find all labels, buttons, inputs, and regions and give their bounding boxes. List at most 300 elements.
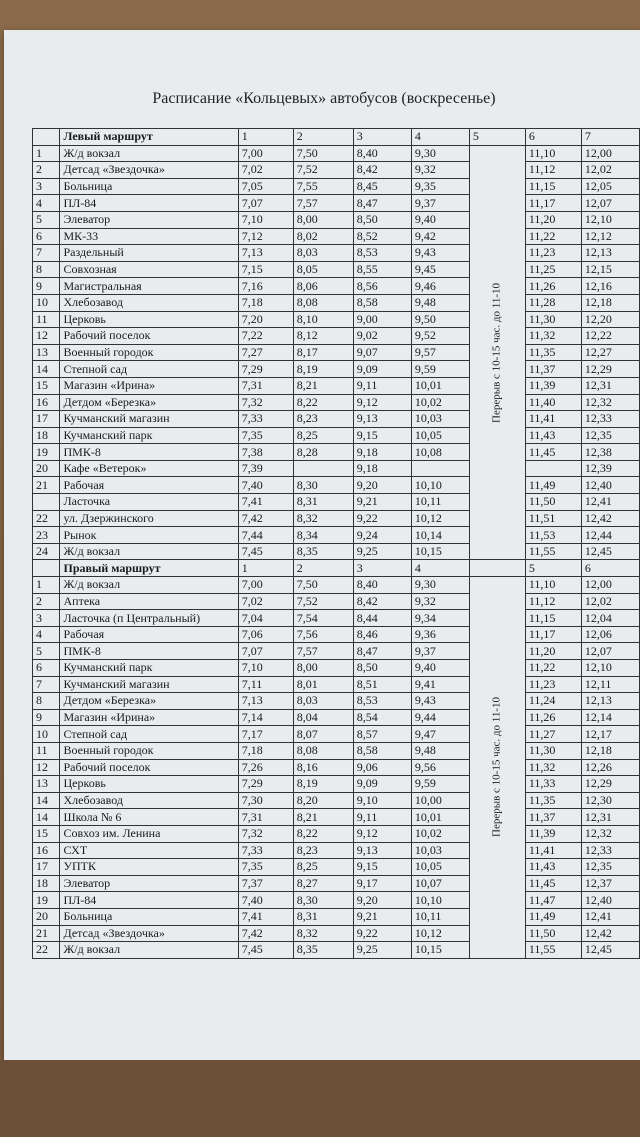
time-cell: 11,17	[525, 626, 581, 643]
time-cell: 8,50	[353, 211, 411, 228]
stop-number: 22	[33, 510, 60, 527]
stop-name: Военный городок	[60, 742, 238, 759]
time-cell: 11,17	[525, 195, 581, 212]
stop-name: СХТ	[60, 842, 238, 859]
stop-name: Ласточка (п Центральный)	[60, 610, 238, 627]
time-cell: 11,12	[525, 162, 581, 179]
table-row	[33, 328, 640, 345]
table-row	[33, 693, 640, 710]
time-cell: 11,32	[525, 328, 581, 345]
stop-number: 12	[33, 759, 60, 776]
time-cell: 8,19	[293, 776, 353, 793]
table-row	[33, 726, 640, 743]
stop-name: Ж/д вокзал	[60, 942, 238, 959]
time-cell: 9,07	[353, 344, 411, 361]
table-row	[33, 411, 640, 428]
break-cell	[469, 145, 525, 560]
time-cell: 9,36	[411, 626, 469, 643]
time-cell: 7,10	[238, 660, 293, 677]
time-cell: 11,49	[525, 477, 581, 494]
stop-name: Степной сад	[60, 726, 238, 743]
break-note: Перерыв с 10-15 час. до 11-10	[490, 282, 503, 423]
table-row	[33, 527, 640, 544]
stop-name: Совхоз им. Ленина	[60, 825, 238, 842]
time-cell: 12,45	[581, 942, 639, 959]
stop-name: Ж/д вокзал	[60, 145, 238, 162]
time-cell: 7,41	[238, 494, 293, 511]
time-cell: 7,11	[238, 676, 293, 693]
time-cell: 8,03	[293, 693, 353, 710]
time-cell: 7,33	[238, 842, 293, 859]
time-cell: 8,52	[353, 228, 411, 245]
time-cell: 12,39	[581, 460, 639, 477]
stop-number: 3	[33, 178, 60, 195]
time-cell: 8,42	[353, 162, 411, 179]
stop-number: 18	[33, 427, 60, 444]
break-note: Перерыв с 10-15 час. до 11-10	[490, 697, 503, 838]
time-cell: 8,40	[353, 577, 411, 594]
time-cell: 12,41	[581, 908, 639, 925]
schedule-sheet	[4, 30, 640, 1060]
time-cell: 11,50	[525, 494, 581, 511]
time-cell: 10,12	[411, 510, 469, 527]
time-cell: 12,12	[581, 228, 639, 245]
time-cell: 12,13	[581, 693, 639, 710]
time-cell: 9,20	[353, 477, 411, 494]
table-row	[33, 477, 640, 494]
stop-number: 14	[33, 809, 60, 826]
time-cell: 8,47	[353, 643, 411, 660]
time-cell: 8,16	[293, 759, 353, 776]
time-cell: 8,03	[293, 245, 353, 262]
time-cell: 12,33	[581, 411, 639, 428]
time-cell: 9,59	[411, 361, 469, 378]
time-cell: 11,26	[525, 709, 581, 726]
time-cell: 11,55	[525, 543, 581, 560]
time-cell: 12,37	[581, 875, 639, 892]
trip-number: 3	[353, 560, 411, 577]
time-cell: 11,32	[525, 759, 581, 776]
table-row	[33, 942, 640, 959]
time-cell: 11,37	[525, 361, 581, 378]
time-cell: 10,03	[411, 842, 469, 859]
time-cell: 7,31	[238, 809, 293, 826]
time-cell: 11,12	[525, 593, 581, 610]
table-row	[33, 311, 640, 328]
time-cell: 12,40	[581, 892, 639, 909]
time-cell: 8,05	[293, 261, 353, 278]
time-cell: 7,40	[238, 477, 293, 494]
table-row	[33, 626, 640, 643]
time-cell: 9,45	[411, 261, 469, 278]
stop-number: 6	[33, 228, 60, 245]
stop-number: 17	[33, 411, 60, 428]
stop-number: 5	[33, 643, 60, 660]
time-cell: 7,37	[238, 875, 293, 892]
time-cell: 12,05	[581, 178, 639, 195]
time-cell: 9,24	[353, 527, 411, 544]
time-cell: 9,30	[411, 577, 469, 594]
trip-number: 7	[581, 129, 639, 146]
time-cell: 8,25	[293, 859, 353, 876]
table-row	[33, 494, 640, 511]
time-cell: 10,03	[411, 411, 469, 428]
time-cell: 9,52	[411, 328, 469, 345]
time-cell: 8,08	[293, 294, 353, 311]
time-cell: 10,07	[411, 875, 469, 892]
time-cell: 9,18	[353, 444, 411, 461]
time-cell: 11,24	[525, 693, 581, 710]
table-row	[33, 892, 640, 909]
time-cell: 11,35	[525, 792, 581, 809]
header-blank	[33, 129, 60, 146]
stop-number: 4	[33, 626, 60, 643]
time-cell: 8,55	[353, 261, 411, 278]
table-row	[33, 510, 640, 527]
stop-number: 4	[33, 195, 60, 212]
time-cell: 7,17	[238, 726, 293, 743]
time-cell: 11,33	[525, 776, 581, 793]
stop-name: Церковь	[60, 776, 238, 793]
table-row	[33, 394, 640, 411]
stop-number: 15	[33, 377, 60, 394]
stop-number: 20	[33, 460, 60, 477]
stop-number: 1	[33, 577, 60, 594]
time-cell: 10,00	[411, 792, 469, 809]
time-cell: 11,20	[525, 211, 581, 228]
time-cell: 9,13	[353, 411, 411, 428]
time-cell: 11,47	[525, 892, 581, 909]
stop-name: Хлебозавод	[60, 294, 238, 311]
time-cell: 11,10	[525, 145, 581, 162]
time-cell: 7,29	[238, 361, 293, 378]
time-cell: 8,31	[293, 908, 353, 925]
trip-number: 6	[525, 129, 581, 146]
time-cell: 7,00	[238, 145, 293, 162]
time-cell: 7,30	[238, 792, 293, 809]
time-cell: 8,01	[293, 676, 353, 693]
time-cell: 8,32	[293, 925, 353, 942]
stop-name: Детдом «Березка»	[60, 394, 238, 411]
stop-name: ПМК-8	[60, 444, 238, 461]
header-blank	[33, 560, 60, 577]
time-cell: 12,20	[581, 311, 639, 328]
table-row	[33, 776, 640, 793]
stop-name: Церковь	[60, 311, 238, 328]
time-cell: 12,31	[581, 809, 639, 826]
time-cell: 8,51	[353, 676, 411, 693]
time-cell: 12,41	[581, 494, 639, 511]
time-cell: 8,30	[293, 477, 353, 494]
time-cell: 9,12	[353, 394, 411, 411]
stop-number: 11	[33, 742, 60, 759]
time-cell: 11,51	[525, 510, 581, 527]
stop-name: Магазин «Ирина»	[60, 709, 238, 726]
time-cell: 9,25	[353, 942, 411, 959]
time-cell: 8,19	[293, 361, 353, 378]
time-cell: 12,04	[581, 610, 639, 627]
table-row	[33, 261, 640, 278]
time-cell: 8,27	[293, 875, 353, 892]
time-cell: 8,22	[293, 394, 353, 411]
stop-name: ул. Дзержинского	[60, 510, 238, 527]
time-cell: 8,56	[353, 278, 411, 295]
table-row	[33, 460, 640, 477]
time-cell: 8,02	[293, 228, 353, 245]
time-cell: 12,14	[581, 709, 639, 726]
time-cell: 11,22	[525, 660, 581, 677]
time-cell: 9,20	[353, 892, 411, 909]
time-cell: 7,18	[238, 742, 293, 759]
time-cell: 9,09	[353, 776, 411, 793]
time-cell: 12,44	[581, 527, 639, 544]
stop-name: Совхозная	[60, 261, 238, 278]
time-cell: 12,42	[581, 925, 639, 942]
schedule-table	[32, 128, 640, 959]
stop-number: 24	[33, 543, 60, 560]
time-cell: 10,01	[411, 809, 469, 826]
time-cell: 7,45	[238, 543, 293, 560]
time-cell: 7,54	[293, 610, 353, 627]
table-row	[33, 577, 640, 594]
table-row	[33, 660, 640, 677]
time-cell: 7,57	[293, 643, 353, 660]
time-cell: 7,10	[238, 211, 293, 228]
time-cell: 7,42	[238, 510, 293, 527]
time-cell: 9,32	[411, 162, 469, 179]
time-cell: 11,30	[525, 311, 581, 328]
time-cell: 9,11	[353, 809, 411, 826]
time-cell: 11,10	[525, 577, 581, 594]
time-cell: 10,11	[411, 908, 469, 925]
time-cell: 8,21	[293, 377, 353, 394]
time-cell: 12,29	[581, 776, 639, 793]
time-cell: 7,32	[238, 394, 293, 411]
time-cell: 10,05	[411, 427, 469, 444]
table-row	[33, 859, 640, 876]
time-cell: 9,41	[411, 676, 469, 693]
time-cell: 12,29	[581, 361, 639, 378]
time-cell: 11,25	[525, 261, 581, 278]
time-cell: 8,42	[353, 593, 411, 610]
stop-name: Детсад «Звездочка»	[60, 925, 238, 942]
stop-name: Ж/д вокзал	[60, 543, 238, 560]
time-cell: 8,12	[293, 328, 353, 345]
time-cell: 11,37	[525, 809, 581, 826]
time-cell: 8,06	[293, 278, 353, 295]
time-cell: 9,00	[353, 311, 411, 328]
time-cell: 11,39	[525, 825, 581, 842]
time-cell: 12,38	[581, 444, 639, 461]
time-cell: 8,07	[293, 726, 353, 743]
page-title: Расписание «Кольцевых» автобусов (воскресенье)	[152, 90, 496, 107]
time-cell: 12,22	[581, 328, 639, 345]
time-cell: 11,41	[525, 411, 581, 428]
time-cell: 7,27	[238, 344, 293, 361]
trip-number: 2	[293, 560, 353, 577]
time-cell: 8,53	[353, 245, 411, 262]
time-cell: 12,32	[581, 394, 639, 411]
table-row	[33, 278, 640, 295]
time-cell: 12,35	[581, 427, 639, 444]
stop-name: Кучманский магазин	[60, 411, 238, 428]
time-cell: 11,20	[525, 643, 581, 660]
time-cell	[293, 460, 353, 477]
time-cell: 11,43	[525, 859, 581, 876]
time-cell: 8,34	[293, 527, 353, 544]
stop-number: 3	[33, 610, 60, 627]
time-cell: 11,22	[525, 228, 581, 245]
time-cell: 10,15	[411, 942, 469, 959]
trip-number: 3	[353, 129, 411, 146]
table-row	[33, 294, 640, 311]
table-row	[33, 792, 640, 809]
time-cell: 11,23	[525, 676, 581, 693]
time-cell: 11,40	[525, 394, 581, 411]
time-cell: 9,50	[411, 311, 469, 328]
time-cell: 12,30	[581, 792, 639, 809]
time-cell: 8,23	[293, 411, 353, 428]
time-cell: 9,47	[411, 726, 469, 743]
time-cell: 11,26	[525, 278, 581, 295]
stop-name: Детсад «Звездочка»	[60, 162, 238, 179]
time-cell: 12,00	[581, 145, 639, 162]
time-cell: 10,10	[411, 892, 469, 909]
stop-number: 5	[33, 211, 60, 228]
time-cell: 8,40	[353, 145, 411, 162]
time-cell: 12,15	[581, 261, 639, 278]
time-cell: 12,31	[581, 377, 639, 394]
table-row	[33, 908, 640, 925]
time-cell: 9,34	[411, 610, 469, 627]
time-cell: 8,46	[353, 626, 411, 643]
time-cell: 10,11	[411, 494, 469, 511]
time-cell: 10,10	[411, 477, 469, 494]
stop-name: Кучманский парк	[60, 660, 238, 677]
time-cell: 8,21	[293, 809, 353, 826]
time-cell: 7,00	[238, 577, 293, 594]
time-cell: 9,11	[353, 377, 411, 394]
table-row	[33, 809, 640, 826]
table-row	[33, 543, 640, 560]
break-cell	[469, 577, 525, 959]
time-cell: 7,04	[238, 610, 293, 627]
time-cell: 11,35	[525, 344, 581, 361]
time-cell: 12,18	[581, 294, 639, 311]
time-cell: 10,05	[411, 859, 469, 876]
stop-number: 16	[33, 394, 60, 411]
time-cell: 11,45	[525, 875, 581, 892]
time-cell: 11,27	[525, 726, 581, 743]
time-cell: 9,40	[411, 660, 469, 677]
time-cell: 10,02	[411, 394, 469, 411]
stop-name: Больница	[60, 178, 238, 195]
time-cell: 9,15	[353, 427, 411, 444]
time-cell	[411, 460, 469, 477]
left-route-header	[33, 129, 640, 146]
time-cell: 11,15	[525, 610, 581, 627]
time-cell: 7,13	[238, 693, 293, 710]
time-cell: 12,13	[581, 245, 639, 262]
time-cell: 7,12	[238, 228, 293, 245]
stop-name: Аптека	[60, 593, 238, 610]
time-cell: 9,21	[353, 908, 411, 925]
stop-name: Кучманский магазин	[60, 676, 238, 693]
time-cell: 7,45	[238, 942, 293, 959]
time-cell: 7,32	[238, 825, 293, 842]
stop-number: 10	[33, 294, 60, 311]
table-row	[33, 178, 640, 195]
time-cell: 7,35	[238, 427, 293, 444]
time-cell: 8,32	[293, 510, 353, 527]
time-cell: 8,00	[293, 660, 353, 677]
trip-number: 4	[411, 560, 469, 577]
time-cell: 8,17	[293, 344, 353, 361]
time-cell: 11,23	[525, 245, 581, 262]
route-name: Левый маршрут	[60, 129, 238, 146]
table-row	[33, 427, 640, 444]
table-row	[33, 344, 640, 361]
stop-number: 7	[33, 245, 60, 262]
time-cell: 9,25	[353, 543, 411, 560]
table-row	[33, 610, 640, 627]
stop-name: ПЛ-84	[60, 892, 238, 909]
time-cell: 7,40	[238, 892, 293, 909]
time-cell: 7,55	[293, 178, 353, 195]
time-cell: 9,59	[411, 776, 469, 793]
time-cell: 8,35	[293, 543, 353, 560]
table-surface	[0, 1060, 640, 1137]
stop-name: Степной сад	[60, 361, 238, 378]
table-row	[33, 825, 640, 842]
time-cell: 8,22	[293, 825, 353, 842]
stop-number: 13	[33, 776, 60, 793]
stop-name: МК-33	[60, 228, 238, 245]
time-cell: 7,02	[238, 593, 293, 610]
table-row	[33, 742, 640, 759]
time-cell: 7,06	[238, 626, 293, 643]
stop-number: 12	[33, 328, 60, 345]
time-cell: 11,50	[525, 925, 581, 942]
time-cell: 9,12	[353, 825, 411, 842]
time-cell: 10,08	[411, 444, 469, 461]
stop-number: 15	[33, 825, 60, 842]
time-cell: 11,39	[525, 377, 581, 394]
time-cell: 8,08	[293, 742, 353, 759]
time-cell: 8,57	[353, 726, 411, 743]
trip-number: 1	[238, 560, 293, 577]
time-cell: 8,58	[353, 294, 411, 311]
time-cell: 12,27	[581, 344, 639, 361]
stop-number: 21	[33, 925, 60, 942]
time-cell: 7,26	[238, 759, 293, 776]
time-cell: 9,21	[353, 494, 411, 511]
time-cell: 7,35	[238, 859, 293, 876]
time-cell: 11,53	[525, 527, 581, 544]
time-cell: 7,57	[293, 195, 353, 212]
stop-name: ПМК-8	[60, 643, 238, 660]
time-cell: 9,06	[353, 759, 411, 776]
time-cell: 7,15	[238, 261, 293, 278]
time-cell: 11,30	[525, 742, 581, 759]
time-cell: 12,06	[581, 626, 639, 643]
stop-name: Раздельный	[60, 245, 238, 262]
trip-number: 6	[581, 560, 639, 577]
time-cell: 10,15	[411, 543, 469, 560]
time-cell: 7,07	[238, 195, 293, 212]
stop-number: 11	[33, 311, 60, 328]
trip-number: 5	[525, 560, 581, 577]
